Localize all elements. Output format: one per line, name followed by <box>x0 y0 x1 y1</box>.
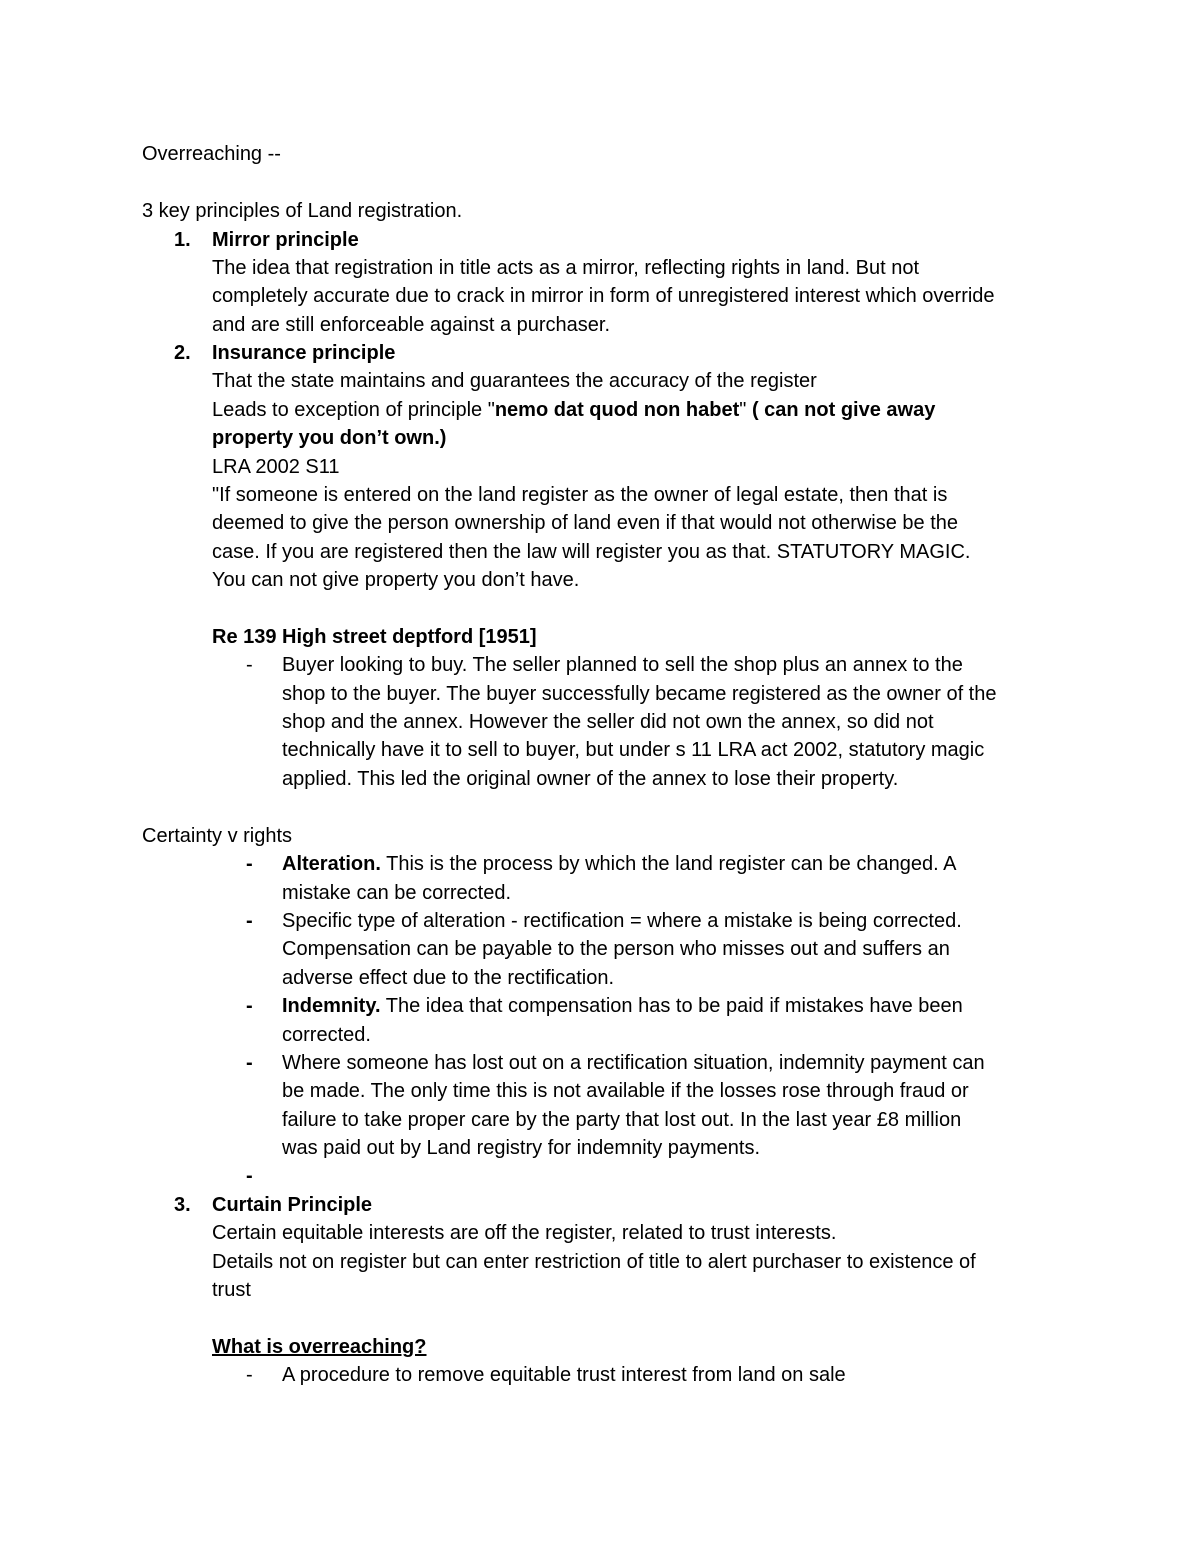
curtain-line-2: Details not on register but can enter restriction of title to alert purchaser to existence of <box>212 1251 976 1273</box>
intro-text: 3 key principles of Land registration. <box>142 200 463 222</box>
payment-line-1: Where someone has lost out on a rectification situation, indemnity payment can <box>282 1052 985 1074</box>
certainty-bullet-3: - <box>246 995 253 1017</box>
nemo-dat-explanation-cont: property you don’t own.) <box>212 427 447 449</box>
alteration-term: Alteration. <box>282 853 381 875</box>
alteration-definition: This is the process by which the land register can be changed. A <box>380 853 957 875</box>
overreaching-definition: A procedure to remove equitable trust interest from land on sale <box>282 1364 846 1386</box>
indemnity-line-1 <box>282 992 963 1020</box>
certainty-bullet-empty: - <box>246 1165 253 1187</box>
rectification-line-3: adverse effect due to the rectification. <box>282 967 615 989</box>
insurance-line-2 <box>212 396 935 424</box>
mirror-line-1: The idea that registration in title acts as a mirror, reflecting rights in land. But not <box>212 257 920 279</box>
mirror-line-3: and are still enforceable against a purchaser. <box>212 314 611 336</box>
insurance-line-2-pre: Leads to exception of principle " <box>212 399 495 421</box>
certainty-bullet-4: - <box>246 1052 253 1074</box>
case-title: Re 139 High street deptford [1951] <box>212 626 537 648</box>
statute-reference: LRA 2002 S11 <box>212 456 340 478</box>
case-line-5: applied. This led the original owner of the annex to lose their property. <box>282 768 899 790</box>
indemnity-line-2: corrected. <box>282 1024 371 1046</box>
payment-line-2: be made. The only time this is not available if the losses rose through fraud or <box>282 1080 969 1102</box>
case-line-2: shop to the buyer. The buyer successfully became registered as the owner of the <box>282 683 997 705</box>
rectification-line-2: Compensation can be payable to the person who misses out and suffers an <box>282 938 950 960</box>
closing-quote: " <box>739 399 747 421</box>
quote-line-2: deemed to give the person ownership of land even if that would not otherwise be the <box>212 512 959 534</box>
curtain-principle-heading: Curtain Principle <box>212 1194 373 1216</box>
indemnity-term: Indemnity. <box>282 995 381 1017</box>
list-number-2: 2. <box>174 342 191 364</box>
curtain-line-1: Certain equitable interests are off the register, related to trust interests. <box>212 1222 837 1244</box>
nemo-dat-explanation: ( can not give away <box>746 399 936 421</box>
rectification-line-1: Specific type of alteration - rectification = where a mistake is being corrected. <box>282 910 962 932</box>
case-line-3: shop and the annex. However the seller did not own the annex, so did not <box>282 711 934 733</box>
payment-line-4: was paid out by Land registry for indemnity payments. <box>282 1137 761 1159</box>
curtain-line-3: trust <box>212 1279 251 1301</box>
quote-line-3: case. If you are registered then the law will register you as that. STATUTORY MAGIC. <box>212 541 971 563</box>
certainty-heading: Certainty v rights <box>142 825 293 847</box>
quote-line-1: "If someone is entered on the land register as the owner of legal estate, then that is <box>212 484 948 506</box>
nemo-dat-phrase: nemo dat quod non habet <box>494 399 740 421</box>
list-number-3: 3. <box>174 1194 191 1216</box>
alteration-line-2: mistake can be corrected. <box>282 882 511 904</box>
indemnity-definition: The idea that compensation has to be paid if mistakes have been <box>380 995 963 1017</box>
overreaching-bullet: - <box>246 1364 253 1386</box>
overreaching-heading: What is overreaching? <box>212 1336 427 1358</box>
case-line-4: technically have it to sell to buyer, but under s 11 LRA act 2002, statutory magic <box>282 739 985 761</box>
list-number-1: 1. <box>174 229 191 251</box>
mirror-line-2: completely accurate due to crack in mirror in form of unregistered interest which override <box>212 285 995 307</box>
case-bullet: - <box>246 654 253 676</box>
case-line-1: Buyer looking to buy. The seller planned to sell the shop plus an annex to the <box>282 654 963 676</box>
payment-line-3: failure to take proper care by the party that lost out. In the last year £8 million <box>282 1109 962 1131</box>
insurance-line-1: That the state maintains and guarantees the accuracy of the register <box>212 370 817 392</box>
certainty-bullet-1: - <box>246 853 253 875</box>
quote-line-4: You can not give property you don’t have. <box>212 569 580 591</box>
alteration-line-1 <box>282 850 956 878</box>
document-title: Overreaching -- <box>142 143 281 165</box>
mirror-principle-heading: Mirror principle <box>212 229 359 251</box>
insurance-principle-heading: Insurance principle <box>212 342 396 364</box>
certainty-bullet-2: - <box>246 910 253 932</box>
